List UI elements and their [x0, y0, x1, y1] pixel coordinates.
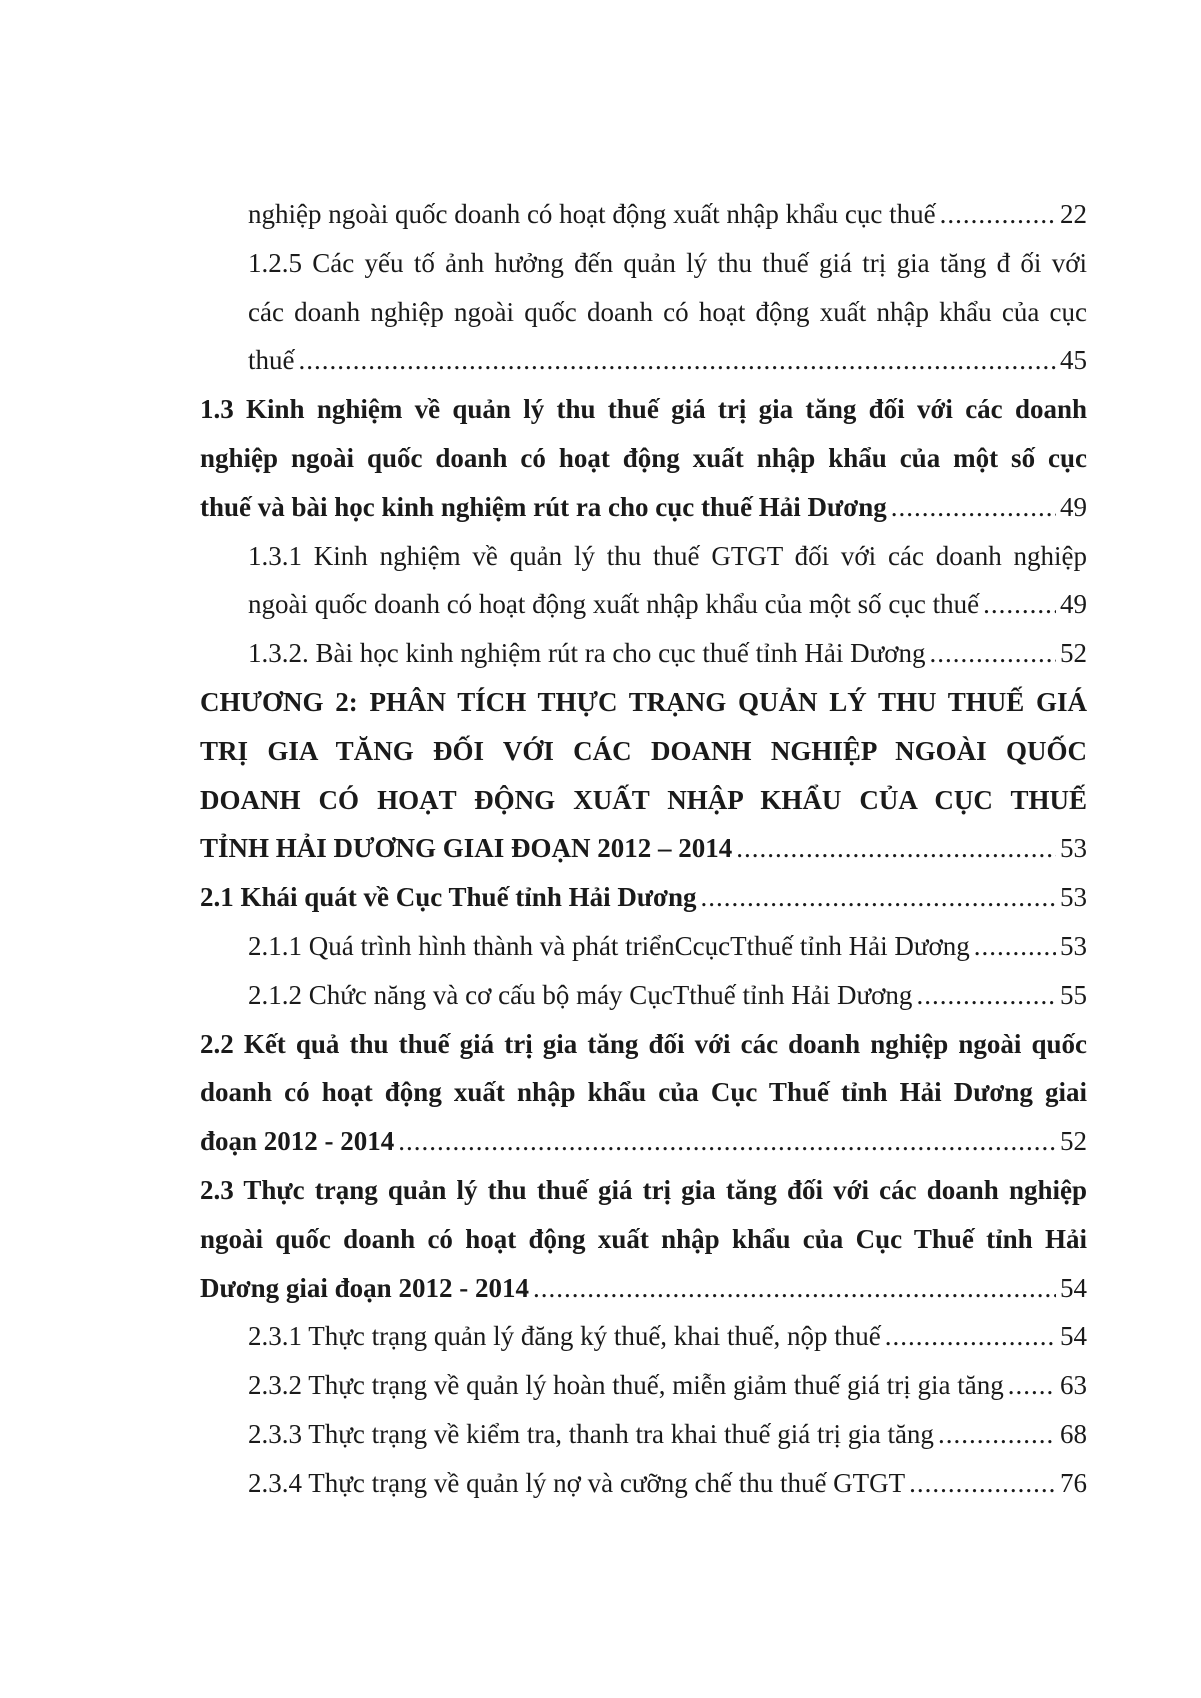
toc-entry-last-line	[200, 1264, 1087, 1313]
page-number: 55	[1060, 979, 1087, 1010]
toc-entry-line: 1.3 Kinh nghiệm về quản lý thu thuế giá trị gia tăng đối với các doanh	[200, 394, 1087, 425]
toc-entry-line: DOANH CÓ HOẠT ĐỘNG XUẤT NHẬP KHẨU CỦA CỤC THUẾ	[200, 784, 1087, 815]
dot-leader	[299, 336, 1057, 385]
page-number: 68	[1060, 1418, 1087, 1449]
toc-entry	[200, 1166, 1087, 1312]
toc-entry-title: 2.3.4 Thực trạng về quản lý nợ và cưỡng chế thu thuế GTGT	[248, 1467, 906, 1498]
dot-leader	[974, 922, 1056, 971]
page-number: 76	[1060, 1467, 1087, 1498]
toc-entry-last-line	[248, 190, 1087, 239]
dot-leader	[909, 1459, 1056, 1508]
toc-entry	[200, 1361, 1087, 1410]
toc-chapter-entry	[200, 678, 1087, 873]
toc-entry-last-line	[248, 336, 1087, 385]
toc-entry-title: 2.3.1 Thực trạng quản lý đăng ký thuế, khai thuế, nộp thuế	[248, 1321, 881, 1352]
table-of-contents	[200, 190, 1087, 1508]
dot-leader	[885, 1312, 1056, 1361]
toc-entry-title: 2.3.2 Thực trạng về quản lý hoàn thuế, miễn giảm thuế giá trị gia tăng	[248, 1370, 1004, 1401]
toc-entry-title: Dương giai đoạn 2012 - 2014	[200, 1272, 529, 1303]
dot-leader	[736, 824, 1056, 873]
toc-entry-last-line	[248, 1361, 1087, 1410]
toc-entry	[200, 629, 1087, 678]
toc-entry-last-line	[248, 580, 1087, 629]
toc-entry-title: 2.1.2 Chức năng và cơ cấu bộ máy CụcTthuế tỉnh Hải Dương	[248, 979, 913, 1010]
toc-entry-line: nghiệp ngoài quốc doanh có hoạt động xuất nhập khẩu của một số cục	[200, 442, 1087, 473]
toc-entry-title: 2.1.1 Quá trình hình thành và phát triểnCcụcTthuế tỉnh Hải Dương	[248, 930, 970, 961]
toc-entry-last-line	[248, 1410, 1087, 1459]
toc-entry-last-line	[248, 629, 1087, 678]
toc-entry-line: ngoài quốc doanh có hoạt động xuất nhập khẩu của Cục Thuế tỉnh Hải	[200, 1223, 1087, 1254]
page-number: 45	[1060, 345, 1087, 376]
toc-entry-line: 2.2 Kết quả thu thuế giá trị gia tăng đối với các doanh nghiệp ngoài quốc	[200, 1028, 1087, 1059]
toc-entry-title: ngoài quốc doanh có hoạt động xuất nhập khẩu của một số cục thuế	[248, 589, 980, 620]
toc-entry	[200, 1312, 1087, 1361]
dot-leader	[930, 629, 1056, 678]
dot-leader	[940, 190, 1056, 239]
toc-entry	[200, 971, 1087, 1020]
toc-entry	[200, 1410, 1087, 1459]
toc-entry-line: 2.3 Thực trạng quản lý thu thuế giá trị gia tăng đối với các doanh nghiệp	[200, 1174, 1087, 1205]
dot-leader	[398, 1117, 1056, 1166]
toc-entry	[200, 1459, 1087, 1508]
toc-entry-title: 2.3.3 Thực trạng về kiểm tra, thanh tra khai thuế giá trị gia tăng	[248, 1418, 934, 1449]
page-number: 49	[1060, 589, 1087, 620]
page-number: 52	[1060, 1126, 1087, 1157]
toc-entry-title: thuế và bài học kinh nghiệm rút ra cho cục thuế Hải Dương	[200, 491, 887, 522]
page-number: 54	[1060, 1321, 1087, 1352]
toc-entry-line: 1.2.5 Các yếu tố ảnh hưởng đến quản lý thu thuế giá trị gia tăng đ ối với	[248, 247, 1087, 278]
toc-entry	[200, 385, 1087, 531]
toc-entry-last-line	[200, 1117, 1087, 1166]
toc-entry	[200, 239, 1087, 385]
toc-entry-title: TỈNH HẢI DƯƠNG GIAI ĐOẠN 2012 – 2014	[200, 833, 733, 864]
toc-entry-line: doanh có hoạt động xuất nhập khẩu của Cục Thuế tỉnh Hải Dương giai	[200, 1077, 1087, 1108]
toc-entry-title: 1.3.2. Bài học kinh nghiệm rút ra cho cục thuế tỉnh Hải Dương	[248, 638, 926, 669]
toc-entry-last-line	[248, 1312, 1087, 1361]
toc-entry-line: 1.3.1 Kinh nghiệm về quản lý thu thuế GTGT đối với các doanh nghiệp	[248, 540, 1087, 571]
page-number: 49	[1060, 491, 1087, 522]
dot-leader	[983, 580, 1056, 629]
page-number: 53	[1060, 882, 1087, 913]
toc-entry-title: đoạn 2012 - 2014	[200, 1126, 395, 1157]
toc-entry	[200, 1020, 1087, 1166]
dot-leader	[701, 873, 1056, 922]
dot-leader	[1008, 1361, 1056, 1410]
toc-entry-line: CHƯƠNG 2: PHÂN TÍCH THỰC TRẠNG QUẢN LÝ THU THUẾ GIÁ	[200, 686, 1087, 717]
page-number: 52	[1060, 638, 1087, 669]
toc-entry-last-line	[248, 922, 1087, 971]
toc-entry-last-line	[248, 1459, 1087, 1508]
page-number: 54	[1060, 1272, 1087, 1303]
toc-entry-title: 2.1 Khái quát về Cục Thuế tỉnh Hải Dương	[200, 882, 697, 913]
toc-entry-line: TRỊ GIA TĂNG ĐỐI VỚI CÁC DOANH NGHIỆP NGOÀI QUỐC	[200, 735, 1087, 766]
page-number: 53	[1060, 930, 1087, 961]
toc-entry-title: thuế	[248, 345, 295, 376]
dot-leader	[938, 1410, 1056, 1459]
page-number: 53	[1060, 833, 1087, 864]
toc-entry-line: các doanh nghiệp ngoài quốc doanh có hoạt động xuất nhập khẩu của cục	[248, 296, 1087, 327]
toc-entry-last-line	[248, 971, 1087, 1020]
toc-entry	[200, 922, 1087, 971]
dot-leader	[533, 1264, 1056, 1313]
toc-entry-title: nghiệp ngoài quốc doanh có hoạt động xuất nhập khẩu cục thuế	[248, 199, 936, 229]
page-number: 22	[1060, 199, 1087, 229]
toc-entry	[200, 190, 1087, 239]
page-number: 63	[1060, 1370, 1087, 1401]
toc-entry	[200, 532, 1087, 630]
toc-entry	[200, 873, 1087, 922]
toc-entry-last-line	[200, 483, 1087, 532]
dot-leader	[891, 483, 1056, 532]
dot-leader	[916, 971, 1056, 1020]
toc-entry-last-line	[200, 873, 1087, 922]
toc-entry-last-line	[200, 824, 1087, 873]
